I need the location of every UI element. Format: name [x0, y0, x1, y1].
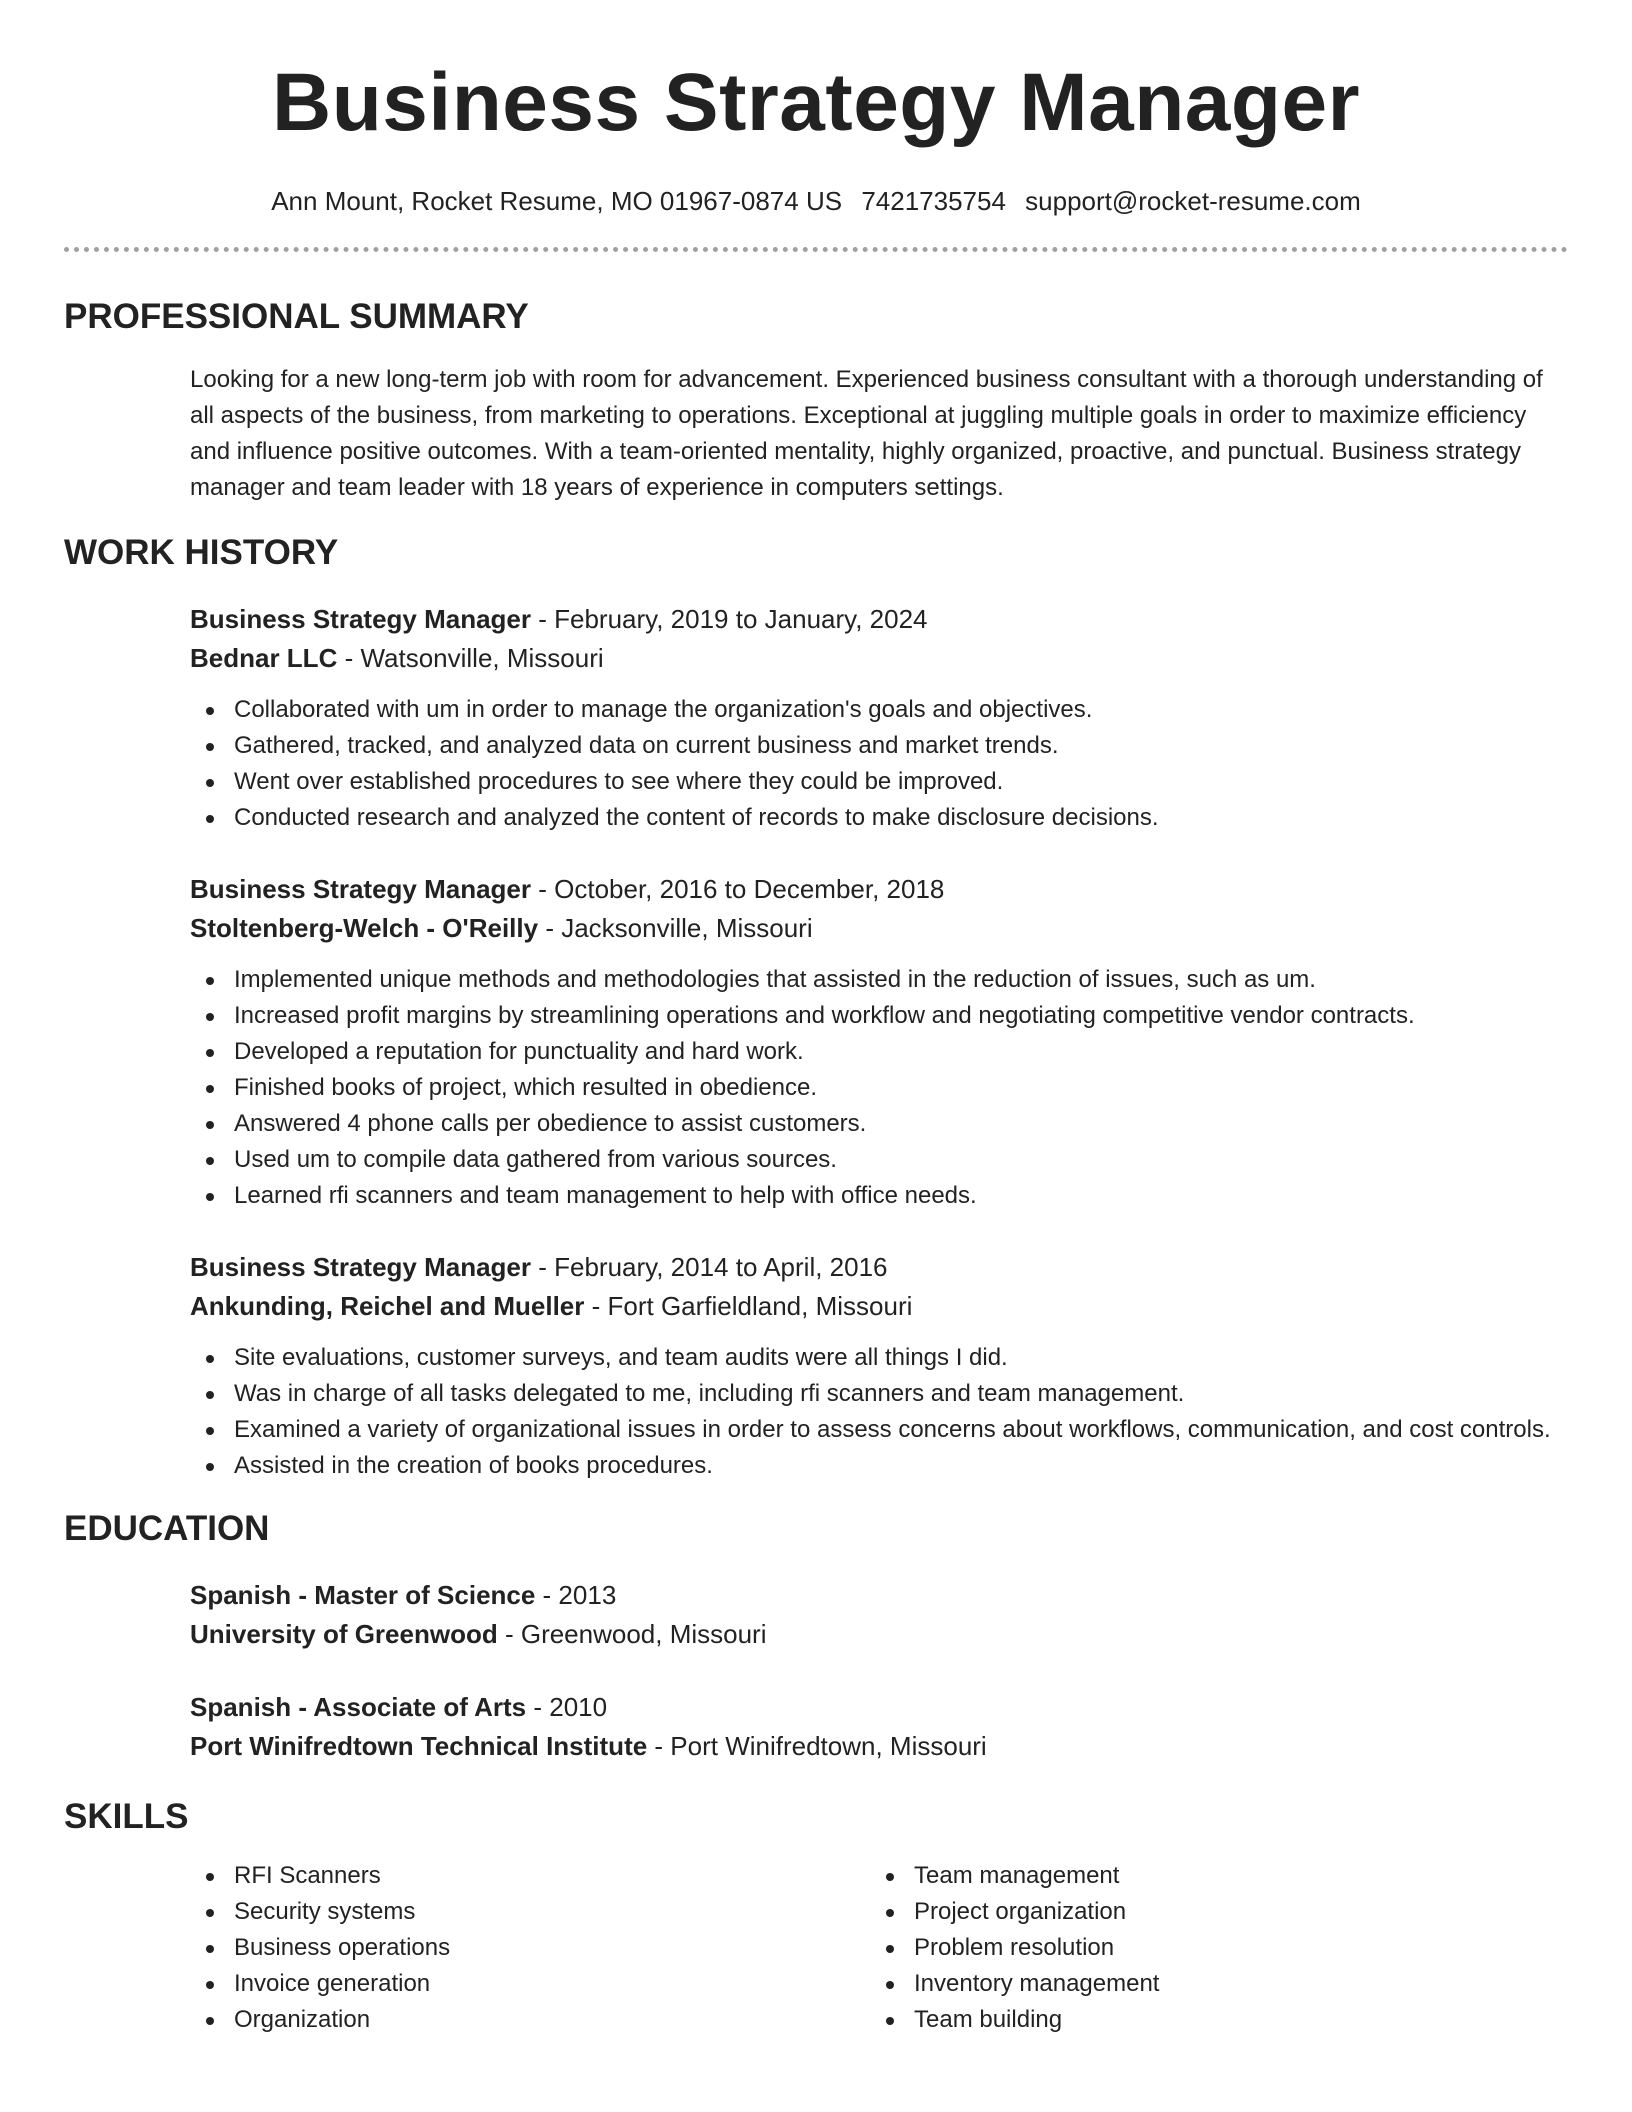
job-company: Ankunding, Reichel and Mueller: [190, 1291, 585, 1322]
resume-title: Business Strategy Manager: [272, 57, 1360, 148]
list-item: Implemented unique methods and methodologies that assisted in the reduction of issues, such as um.: [190, 962, 1568, 998]
job-company-line: [190, 909, 1568, 948]
job-entry: [190, 870, 1568, 1214]
education-entry: [190, 1688, 1568, 1766]
list-item: Learned rfi scanners and team management to help with office needs.: [190, 1178, 1568, 1214]
contact-line: [64, 186, 1568, 217]
contact-address: Ann Mount, Rocket Resume, MO 01967-0874 US: [271, 186, 843, 216]
school: University of Greenwood: [190, 1619, 498, 1650]
list-item: Assisted in the creation of books procedures.: [190, 1448, 1568, 1484]
job-dates: - February, 2019 to January, 2024: [531, 604, 928, 635]
job-role-line: [190, 600, 1568, 639]
skill-item: Invoice generation: [190, 1966, 870, 2002]
skills-list: [190, 1858, 870, 2038]
skill-item: Security systems: [190, 1894, 870, 1930]
job-role: Business Strategy Manager: [190, 874, 532, 905]
degree-line: [190, 1576, 1568, 1615]
job-company: Bednar LLC: [190, 643, 338, 674]
contact-phone: 7421735754: [861, 186, 1006, 216]
education-heading: EDUCATION: [64, 1509, 270, 1549]
skill-item: Inventory management: [870, 1966, 1550, 2002]
list-item: Collaborated with um in order to manage the organization's goals and objectives.: [190, 692, 1568, 728]
job-entry: [190, 1248, 1568, 1484]
job-entry: [190, 600, 1568, 836]
job-location: - Jacksonville, Missouri: [538, 913, 813, 944]
school: Port Winifredtown Technical Institute: [190, 1731, 648, 1762]
school-line: [190, 1615, 1568, 1654]
job-role: Business Strategy Manager: [190, 1252, 532, 1283]
list-item: Developed a reputation for punctuality and hard work.: [190, 1034, 1568, 1070]
skills-column-right: [870, 1858, 1550, 2038]
job-company: Stoltenberg-Welch - O'Reilly: [190, 913, 539, 944]
job-dates: - February, 2014 to April, 2016: [531, 1252, 888, 1283]
skill-item: RFI Scanners: [190, 1858, 870, 1894]
job-duties: [190, 962, 1568, 1214]
list-item: Gathered, tracked, and analyzed data on current business and market trends.: [190, 728, 1568, 764]
list-item: Conducted research and analyzed the content of records to make disclosure decisions.: [190, 800, 1568, 836]
job-dates: - October, 2016 to December, 2018: [531, 874, 945, 905]
skills-column-left: [190, 1858, 870, 2038]
school-location: - Greenwood, Missouri: [497, 1619, 767, 1650]
list-item: Used um to compile data gathered from various sources.: [190, 1142, 1568, 1178]
skills-list: [870, 1858, 1550, 2038]
job-location: - Watsonville, Missouri: [337, 643, 604, 674]
job-location: - Fort Garfieldland, Missouri: [584, 1291, 913, 1322]
school-line: [190, 1727, 1568, 1766]
contact-email: support@rocket-resume.com: [1025, 186, 1361, 216]
job-company-line: [190, 1287, 1568, 1326]
list-item: Went over established procedures to see where they could be improved.: [190, 764, 1568, 800]
skills-heading: SKILLS: [64, 1797, 189, 1837]
work-history-heading: WORK HISTORY: [64, 533, 339, 573]
skills-grid: [190, 1858, 1568, 2038]
school-location: - Port Winifredtown, Missouri: [647, 1731, 987, 1762]
job-role-line: [190, 870, 1568, 909]
job-duties: [190, 1340, 1568, 1484]
degree-year: - 2013: [535, 1580, 617, 1611]
list-item: Site evaluations, customer surveys, and team audits were all things I did.: [190, 1340, 1568, 1376]
job-role: Business Strategy Manager: [190, 604, 532, 635]
list-item: Finished books of project, which resulted in obedience.: [190, 1070, 1568, 1106]
skill-item: Team building: [870, 2002, 1550, 2038]
degree-year: - 2010: [526, 1692, 608, 1723]
list-item: Examined a variety of organizational issues in order to assess concerns about workflows, communication, and cost controls.: [190, 1412, 1568, 1448]
skill-item: Team management: [870, 1858, 1550, 1894]
summary-heading: PROFESSIONAL SUMMARY: [64, 297, 529, 337]
degree: Spanish - Associate of Arts: [190, 1692, 527, 1723]
list-item: Increased profit margins by streamlining operations and workflow and negotiating competitive vendor contracts.: [190, 998, 1568, 1034]
skill-item: Problem resolution: [870, 1930, 1550, 1966]
job-company-line: [190, 639, 1568, 678]
header-divider: [64, 247, 1568, 252]
job-role-line: [190, 1248, 1568, 1287]
degree: Spanish - Master of Science: [190, 1580, 536, 1611]
list-item: Was in charge of all tasks delegated to me, including rfi scanners and team management.: [190, 1376, 1568, 1412]
skill-item: Project organization: [870, 1894, 1550, 1930]
degree-line: [190, 1688, 1568, 1727]
education-entry: [190, 1576, 1568, 1654]
skill-item: Organization: [190, 2002, 870, 2038]
list-item: Answered 4 phone calls per obedience to assist customers.: [190, 1106, 1568, 1142]
skill-item: Business operations: [190, 1930, 870, 1966]
job-duties: [190, 692, 1568, 836]
summary-text: Looking for a new long-term job with room for advancement. Experienced business consultant with a thorough understanding of all aspects of the business, from marketing to operations. Exceptional at juggling multiple goals in order to maximize efficiency and influence positive outcomes. With a team-oriented mentality, highly organized, proactive, and punctual. Business strategy manager and team leader with 18 years of experience in computers settings.: [190, 366, 1543, 502]
